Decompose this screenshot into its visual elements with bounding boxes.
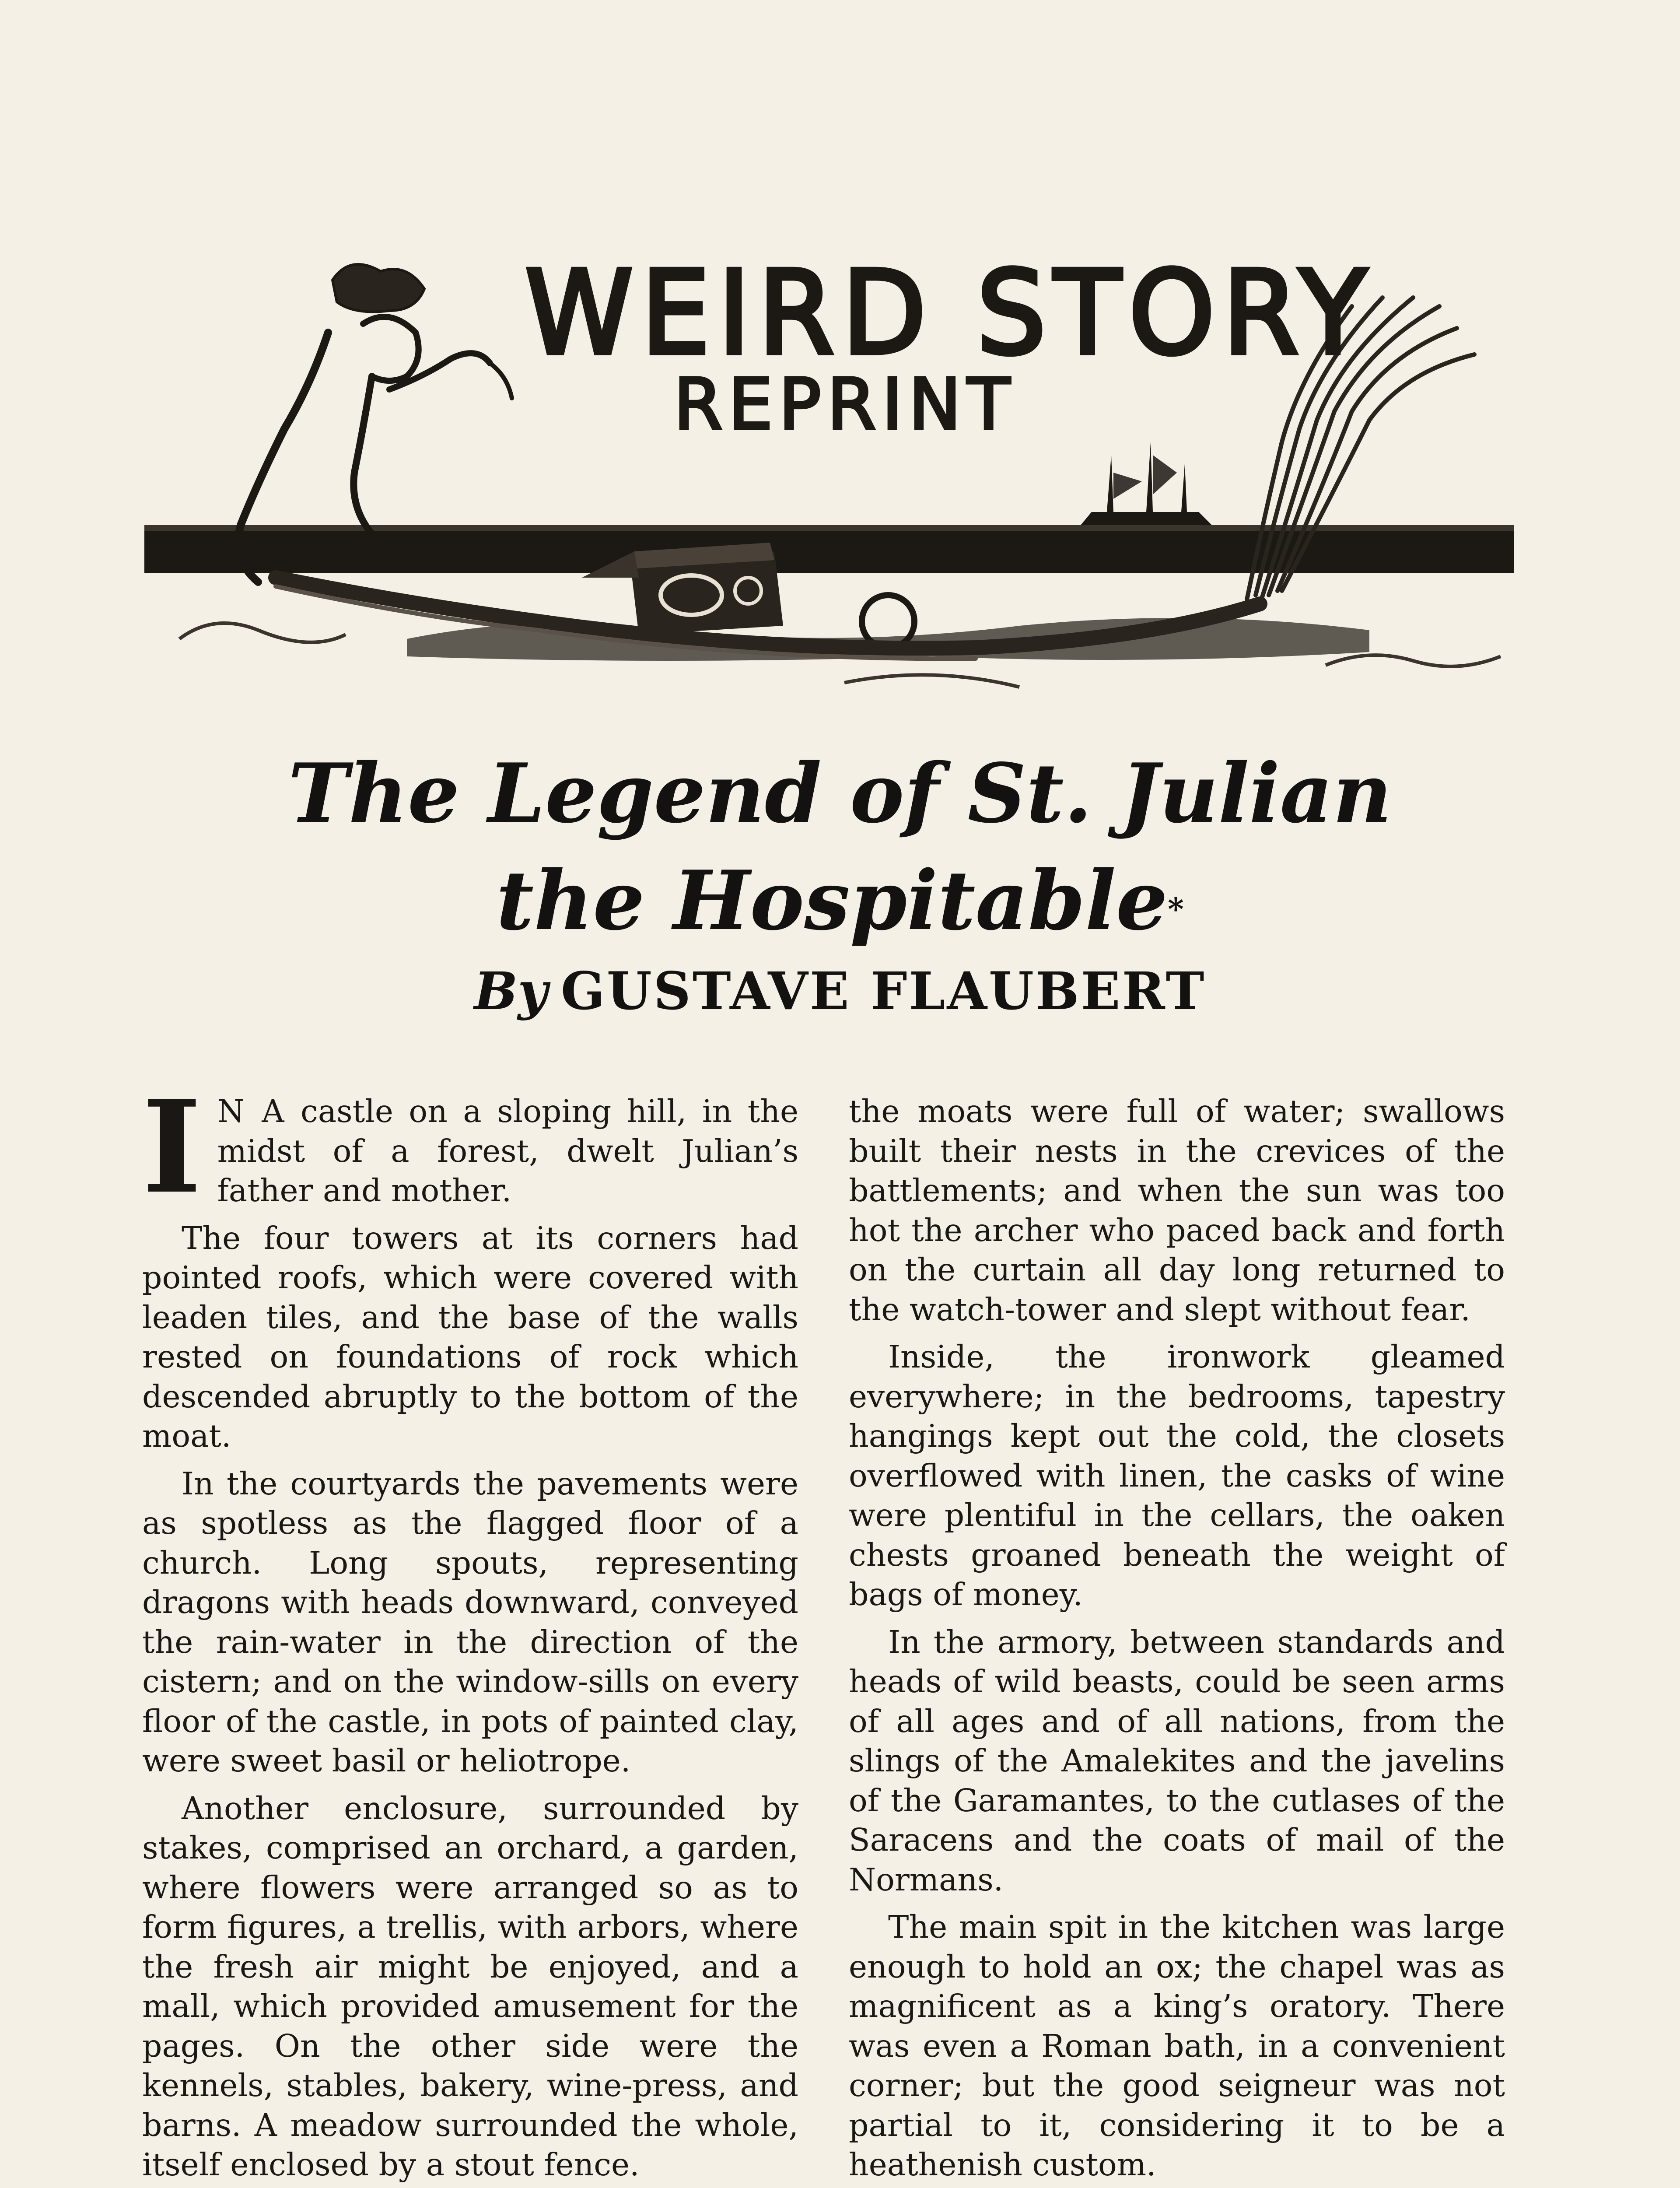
text-column-right xyxy=(849,1092,1505,2188)
paragraph: the moats were full of water; swallows built their nests in the crevices of the battlements; and when the sun was too hot the archer who paced back and forth on the curtain all day long returned to the watch-tower and slept without fear. xyxy=(849,1093,1505,1328)
paragraph: Inside, the ironwork gleamed everywhere; in the bedrooms, tapestry hangings kept out the cold, the closets overflowed with linen, the casks of wine were plentiful in the cellars, the oaken chests groaned beneath the weight of bags of money. xyxy=(849,1339,1505,1613)
story-title-line-2 xyxy=(0,847,1680,954)
paragraph xyxy=(142,1073,798,1222)
paragraph-text: castle on a sloping hill, in the midst of a forest, dwelt Julian’s father and mother. xyxy=(217,1093,798,1209)
drop-cap: I xyxy=(142,1073,202,1222)
masthead-title: WEIRD STORY xyxy=(525,246,1375,380)
story-title-line-1: The Legend of St. Julian xyxy=(288,745,1392,841)
story-title-line-2-text: the Hospitable xyxy=(496,852,1168,948)
story-title xyxy=(0,740,1680,954)
masthead-subtitle: REPRINT xyxy=(674,363,1016,445)
paragraph: In the armory, between standards and heads of wild beasts, could be seen arms of all ages and of all nations, from the slings of the Amalekites and the javelins of the Garamantes, to the cutlases of the Saracens and the coats of mail of the Normans. xyxy=(849,1623,1505,1898)
paragraph: In the courtyards the pavements were as spotless as the flagged floor of a church. Long spouts, representing dragons with heads downward, conveyed the rain-water in the direction of the cistern; and on the window-sills on every floor of the castle, in pots of painted clay, were sweet basil or heliotrope. xyxy=(142,1465,798,1779)
paragraph: The main spit in the kitchen was large enough to hold an ox; the chapel was as magnificent as a king’s oratory. There was even a Roman bath, in a convenient corner; but the good seigneur was not partial to it, considering it to be a heathenish custom. xyxy=(849,1909,1505,2183)
paragraph-lead-words: N A xyxy=(217,1093,285,1129)
paragraph: Another enclosure, surrounded by stakes, comprised an orchard, a garden, where flowers were arranged so as to form figures, a trellis, with arbors, where the fresh air might be enjoyed, and a mall, which provided amusement for the pages. On the other side were the kennels, stables, bakery, wine-press, and barns. A meadow surrounded the whole, itself enclosed by a stout fence. xyxy=(142,1790,798,2183)
title-footnote-mark: * xyxy=(1168,891,1184,927)
byline-author: GUSTAVE FLAUBERT xyxy=(560,961,1206,1021)
paragraph: The four towers at its corners had pointed roofs, which were covered with leaden tiles, and the base of the walls rested on foundations of rock which descended abruptly to the bottom of the moat. xyxy=(142,1220,798,1454)
ship-silhouette xyxy=(1081,442,1212,525)
byline xyxy=(0,961,1680,1021)
text-column-left xyxy=(142,1073,798,2188)
masthead-illustration xyxy=(144,245,1514,753)
byline-by: By xyxy=(474,961,548,1021)
